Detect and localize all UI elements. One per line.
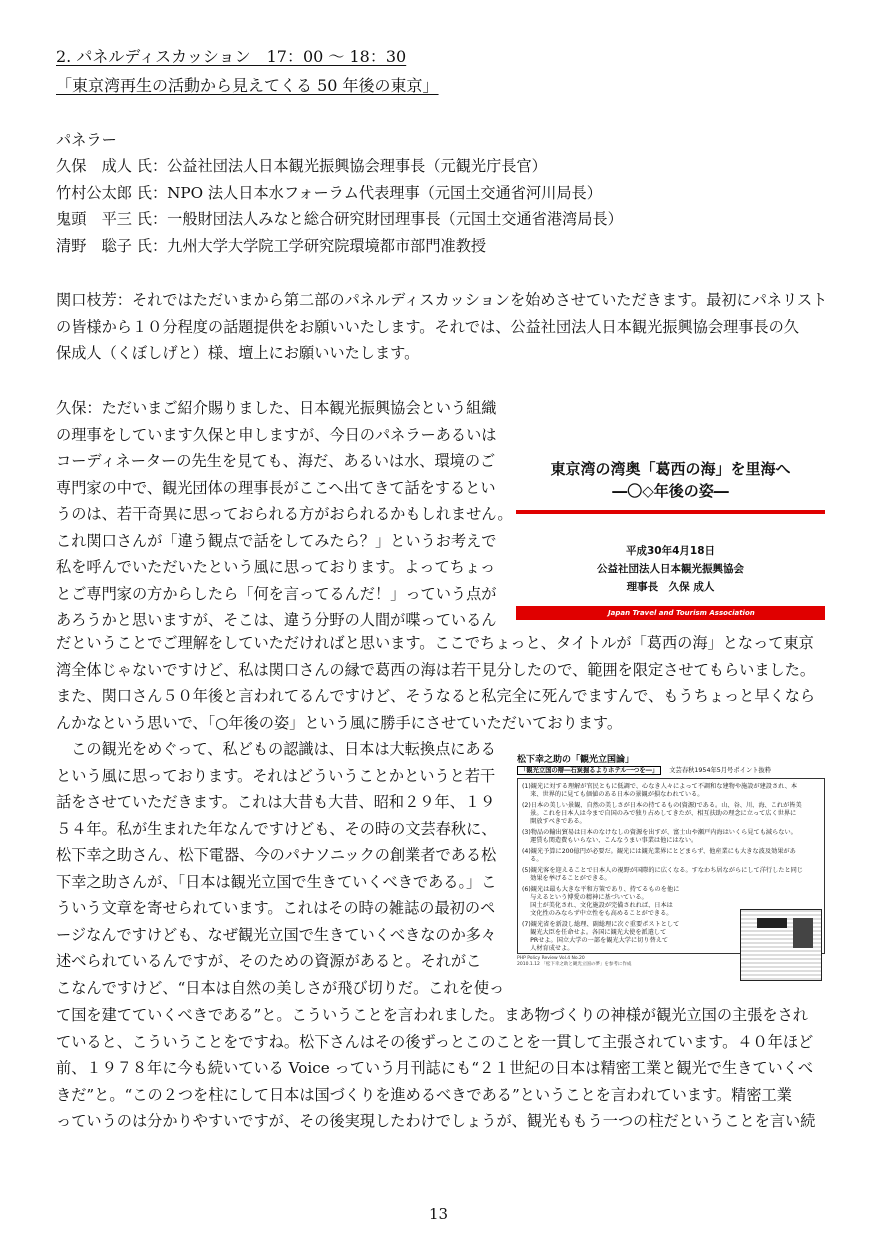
speech-line: だということでご理解をしていただければと思います。ここでちょっと、タイトルが「葛西の海」となって東京 bbox=[56, 634, 814, 652]
panelist-takemura: 竹村公太郎 氏：NPO 法人日本水フォーラム代表理事（元国土交通省河川局長） bbox=[56, 184, 602, 202]
slide2-subtitle-row bbox=[517, 765, 771, 774]
kubo-speech-full-2 bbox=[56, 1002, 815, 1135]
slide2-point: 与えるという博愛の精神に基づいている。 bbox=[522, 894, 648, 901]
magazine-headline-block bbox=[757, 918, 787, 928]
slide2-point: (3)物品の輸出貿易は日本のなけなしの資源を出すが、富士山や瀬戸内海はいくら見ても減らない。 bbox=[522, 829, 797, 836]
slide-presenter: 理事長 久保 成人 bbox=[626, 581, 715, 593]
speech-line: ５４年。私が生まれた年なんですけども、その時の文芸春秋に、 bbox=[56, 819, 497, 838]
speech-line: という風に思っております。それはどういうことかというと若干 bbox=[56, 766, 496, 785]
slide-organization: 公益社団法人日本観光振興協会 bbox=[597, 563, 744, 575]
speech-line: こなんですけど、“日本は自然の美しさが飛び切りだ。これを使っ bbox=[56, 978, 505, 997]
slide-title-line-2: ―〇◇年後の姿― bbox=[612, 482, 729, 500]
speech-line: の理事をしています久保と申しますが、今日のパネラーあるいは bbox=[56, 425, 497, 444]
slide2-point: 観光大臣を任命せよ。各国に観光大使を派遣して bbox=[522, 929, 667, 936]
speech-line: 話をさせていただきます。これは大昔も大昔、昭和２９年、１９ bbox=[56, 793, 496, 811]
slide2-point: る。 bbox=[522, 856, 543, 863]
slide2-source-note: 文芸春秋1954年5月号ポイント抜粋 bbox=[669, 767, 772, 774]
intro-line: 保成人（くぼしげと）様、壇上にお願いいたします。 bbox=[56, 344, 420, 362]
slide2-point: 人材育成せよ。 bbox=[522, 945, 574, 952]
magazine-photo-block bbox=[793, 918, 813, 948]
speech-line: ていると、こういうことをですね。松下さんはその後ずっとこのことを一貫して主張されています。４０年ほど bbox=[56, 1032, 814, 1051]
speech-line: あろうかと思いますが、そこは、違う分野の人間が喋っているん bbox=[56, 611, 497, 629]
slide2-subtitle: 「観光立国の辯―石炭掘るよりホテル一つを―」 bbox=[517, 766, 661, 775]
intro-line: 関口枝芳：それではただいまから第二部のパネルディスカッションを始めさせていただきます。最初にパネリスト bbox=[56, 291, 828, 309]
slide-date: 平成30年4月18日 bbox=[625, 545, 716, 557]
speech-line: んかなという思いで、「○年後の姿」という風に勝手にさせていただいております。 bbox=[56, 713, 623, 732]
speech-line: とご専門家の方からしたら「何を言ってるんだ！」っていう点が bbox=[56, 584, 497, 603]
slide2-point: 運賃も関造費もいらない、こんなうまい事業は他にはない。 bbox=[522, 837, 698, 844]
speech-line: 専門家の中で、観光団体の理事長がここへ出てきて話をするとい bbox=[56, 478, 496, 497]
slide2-source bbox=[517, 956, 631, 968]
speech-line: これ関口さんが「違う観点で話をしてみたら？」というお考えで bbox=[56, 531, 497, 550]
slide-title-line-1: 東京湾の湾奥「葛西の海」を里海へ bbox=[550, 460, 791, 478]
session-title: 2. パネルディスカッション 17：00 ～ 18：30 bbox=[56, 47, 407, 66]
slide2-point: (6)観光は最も大きな平和方策であり、持てるものを他に bbox=[522, 886, 680, 893]
panelist-kubo: 久保 成人 氏：公益社団法人日本観光振興協会理事長（元観光庁長官） bbox=[56, 157, 547, 175]
slide-red-rule bbox=[516, 510, 825, 514]
slide2-point: (4)観光予算に200億円が必要だ。観光には観光業界にとどまらず、他産業にも大きな波及効果があ bbox=[522, 848, 796, 855]
speech-line: ージなんですけども、なぜ観光立国で生きていくべきなのか多々 bbox=[56, 925, 497, 944]
slide2-point: 開放すべきである。 bbox=[522, 818, 586, 825]
slide-matsushita-tourism bbox=[516, 750, 826, 975]
panelists-heading: パネラー bbox=[56, 131, 117, 149]
kubo-speech-full-1 bbox=[56, 630, 815, 736]
speech-line: この観光をめぐって、私どもの認識は、日本は大転換点にある bbox=[56, 740, 496, 758]
intro-paragraph bbox=[56, 287, 827, 367]
slide2-point: 景。これを日本人は今まで自国のみで独り占めしてきたが、相互扶助の理念に立って広く世界に bbox=[522, 810, 797, 817]
slide2-point: (1)観光に対する理解が官民ともに低調で、心なき人々によって不調和な建物や施設が建設され、本 bbox=[522, 783, 798, 790]
slide2-point: 効果を挙げることができる。 bbox=[522, 875, 611, 882]
slide-title bbox=[516, 458, 825, 502]
slide2-point: (2)日本の美しい景観、自然の美しさが日本の持てるもの(資源)である。山、谷、川、海、これが皆美 bbox=[522, 802, 802, 809]
speech-line: 前、１９７８年に今も続いている Voice っていう月刊誌にも“２１世紀の日本は精密工業と観光で生きていくべ bbox=[56, 1059, 814, 1077]
slide2-point: PRせよ。国立大学の一部を観光大学に切り替えて bbox=[522, 937, 669, 944]
slide-kasai-sea bbox=[516, 420, 825, 620]
speech-line: 述べられているんですが、そのための資源があると。それがこ bbox=[56, 952, 482, 970]
slide2-source-line: PHP Policy Review Vol.4 No.20 bbox=[517, 956, 585, 961]
slide2-point: (7)観光省を新設し総理、副総理に次ぐ重要ポストとして bbox=[522, 921, 680, 928]
slide-presenter-info bbox=[516, 542, 825, 596]
slide2-point: 文化性のみならず中立性をも高めることができる。 bbox=[522, 910, 673, 917]
speech-line: また、関口さん５０年後と言われてるんですけど、そうなると私完全に死んでますんで、もうちょっと早くなら bbox=[56, 687, 816, 705]
slide2-points-box bbox=[517, 778, 825, 954]
speech-line: きだ”と。“この２つを柱にして日本は国づくりを進めるべきである”ということを言われています。精密工業 bbox=[56, 1085, 792, 1104]
speech-line: て国を建てていくべきである”と。こういうことを言われました。まあ物づくりの神様が観光立国の主張をされ bbox=[56, 1006, 808, 1024]
panelist-kiyono: 清野 聡子 氏：九州大学大学院工学研究院環境都市部門准教授 bbox=[56, 237, 487, 255]
panelist-kito: 鬼頭 平三 氏：一般財団法人みなと総合研究財団理事長（元国土交通省港湾局長） bbox=[56, 210, 623, 228]
speech-line: 松下幸之助さん、松下電器、今のパナソニックの創業者である松 bbox=[56, 846, 497, 864]
speech-line: ういう文章を寄せられています。これはその時の雑誌の最初のペ bbox=[56, 899, 496, 917]
magazine-page-image bbox=[740, 909, 822, 981]
speech-line: 久保：ただいまご紹介賜りました、日本観光振興協会という組織 bbox=[56, 399, 497, 417]
kubo-speech-column-2 bbox=[56, 736, 504, 1001]
speech-line: うのは、若干奇異に思っておられる方がおられるかもしれません。 bbox=[56, 505, 513, 523]
speech-line: 私を呼んでいただいたという風に思っております。よってちょっ bbox=[56, 558, 496, 576]
slide2-source-line: 2010.1.12 「松下幸之助と観光立国の夢」を参考に作成 bbox=[517, 962, 632, 967]
intro-line: の皆様から１０分程度の話題提供をお願いいたします。それでは、公益社団法人日本観光振興協会理事長の久 bbox=[56, 317, 799, 336]
slide-footer-text: Japan Travel and Tourism Association bbox=[608, 609, 755, 617]
slide2-title: 松下幸之助の「観光立国論」 bbox=[517, 755, 635, 765]
slide-footer-band bbox=[516, 606, 825, 620]
kubo-speech-column-1 bbox=[56, 395, 513, 634]
slide2-point: 国土が美化され、文化施設が完備されれば、日本は bbox=[522, 902, 673, 909]
slide2-point: 来、世界的に見ても価値のある日本の景観が損なわれている。 bbox=[522, 791, 704, 798]
speech-line: コーディネーターの先生を見ても、海だ、あるいは水、環境のご bbox=[56, 452, 496, 470]
speech-line: っていうのは分かりやすいですが、その後実現したわけでしょうが、観光ももう一つの柱だということを言い続 bbox=[56, 1112, 816, 1130]
slide2-point: (5)観光客を迎えることで日本人の視野が国際的に広くなる。すなわち居ながらにして洋行したと同じ bbox=[522, 867, 804, 874]
speech-line: 下幸之助さんが、「日本は観光立国で生きていくべきである。」こ bbox=[56, 872, 497, 891]
speech-line: 湾全体じゃないですけど、私は関口さんの縁で葛西の海は若干見分したので、範囲を限定させてもらいました。 bbox=[56, 660, 816, 679]
session-theme: 「東京湾再生の活動から見えてくる 50 年後の東京」 bbox=[56, 76, 439, 95]
page-number: 13 bbox=[428, 1205, 449, 1223]
